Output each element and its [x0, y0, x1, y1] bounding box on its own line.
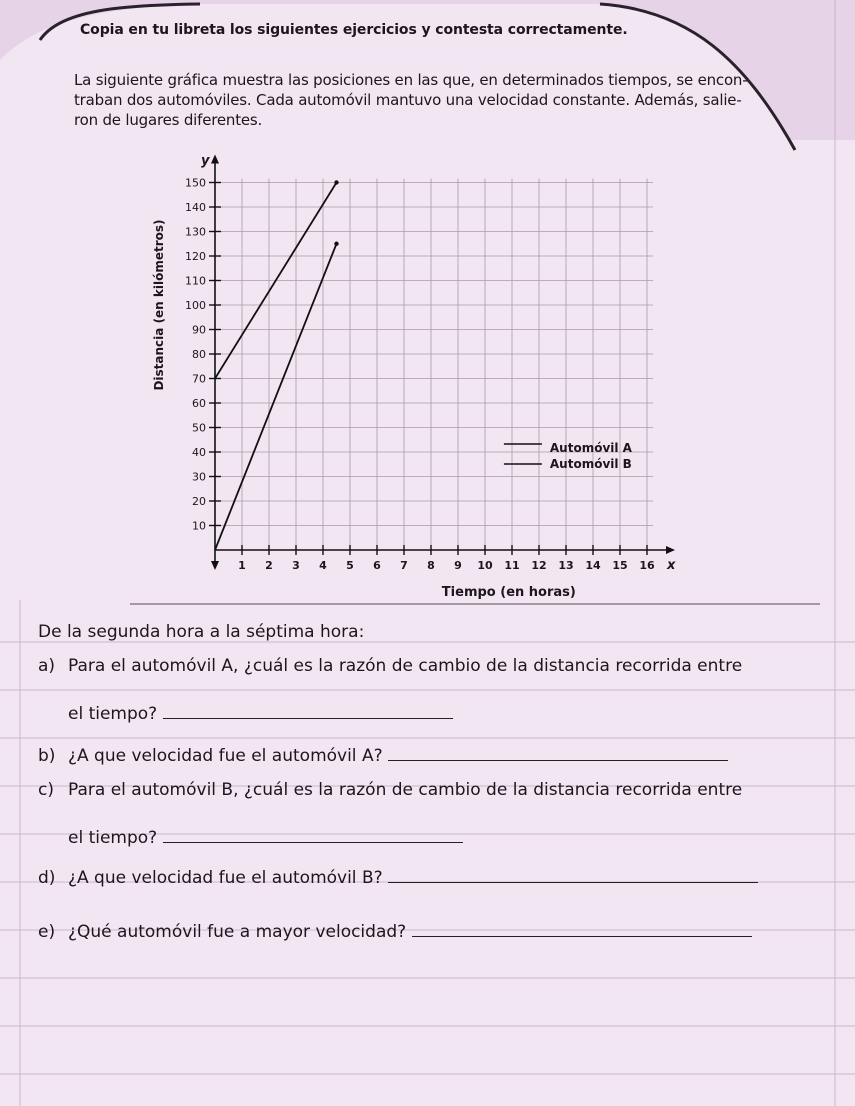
question-d-text: ¿A que velocidad fue el automóvil B? — [68, 868, 383, 888]
x-tick-label: 3 — [292, 559, 300, 572]
distance-time-chart — [140, 148, 700, 608]
question-c-continuation — [68, 828, 463, 848]
question-a-continuation-text: el tiempo? — [68, 704, 158, 724]
paragraph-line-3: ron de lugares diferentes. — [74, 111, 263, 129]
question-e-letter: e) — [38, 922, 56, 942]
y-tick-label: 30 — [192, 470, 206, 484]
question-a-letter: a) — [38, 656, 56, 676]
y-tick-label: 100 — [185, 299, 206, 312]
instruction-text: Copia en tu libreta los siguientes ejercicios y contesta correctamente. — [80, 22, 628, 38]
x-tick-label: 2 — [265, 559, 273, 572]
y-tick-label: 60 — [192, 397, 206, 410]
y-tick-label: 140 — [185, 201, 206, 214]
question-a-text: Para el automóvil A, ¿cuál es la razón de cambio de la distancia recorrida entre — [68, 656, 743, 676]
y-tick-label: 130 — [185, 225, 206, 239]
y-tick-label: 70 — [192, 372, 206, 386]
y-axis-arrow-icon — [211, 155, 219, 164]
legend-label: Automóvil A — [549, 441, 632, 455]
question-b — [38, 746, 828, 766]
y-tick-label: 80 — [192, 348, 206, 361]
answer-c-blank[interactable] — [163, 828, 463, 843]
y-tick-label: 150 — [185, 176, 206, 190]
x-tick-label: 7 — [400, 559, 408, 572]
question-a — [38, 656, 828, 676]
question-b-letter: b) — [38, 746, 56, 766]
y-tick-label: 10 — [192, 519, 206, 533]
y-tick-label: 20 — [192, 495, 206, 508]
question-c — [38, 780, 828, 800]
series-end-point — [334, 242, 338, 246]
x-tick-label: 8 — [427, 559, 435, 572]
x-tick-label: 1 — [238, 559, 246, 572]
x-tick-label: 12 — [531, 559, 547, 572]
x-axis-label: Tiempo (en horas) — [441, 585, 576, 600]
y-tick-label: 120 — [185, 250, 206, 263]
question-c-continuation-text: el tiempo? — [68, 828, 158, 848]
y-axis-down-arrow-icon — [211, 561, 219, 570]
y-tick-label: 90 — [192, 323, 206, 337]
y-axis-label: Distancia (en kilómetros) — [152, 219, 166, 391]
paragraph-line-2: traban dos automóviles. Cada automóvil mantuvo una velocidad constante. Además, salie- — [74, 91, 742, 109]
y-tick-label: 110 — [185, 274, 206, 288]
question-b-text: ¿A que velocidad fue el automóvil A? — [68, 746, 383, 766]
answer-d-blank[interactable] — [388, 868, 758, 883]
x-axis-arrow-icon — [666, 546, 675, 554]
series-line-automovil-b — [215, 244, 337, 550]
question-c-text: Para el automóvil B, ¿cuál es la razón de cambio de la distancia recorrida entre — [68, 780, 743, 800]
legend-label: Automóvil B — [549, 457, 632, 471]
y-tick-label: 40 — [192, 446, 206, 459]
x-tick-label: 11 — [504, 559, 520, 572]
answer-e-blank[interactable] — [412, 922, 752, 937]
question-e-text: ¿Qué automóvil fue a mayor velocidad? — [68, 922, 407, 942]
x-tick-label: 10 — [477, 559, 493, 572]
x-axis-letter: x — [667, 558, 676, 573]
intro-paragraph — [74, 70, 764, 130]
chart-svg — [140, 148, 700, 608]
paragraph-line-1: La siguiente gráfica muestra las posiciones en las que, en determinados tiempos, se encon- — [74, 71, 748, 89]
x-tick-label: 13 — [558, 559, 574, 572]
series-end-point — [334, 180, 338, 184]
y-tick-label: 50 — [192, 421, 206, 435]
x-tick-label: 14 — [585, 559, 601, 572]
x-tick-label: 5 — [346, 559, 354, 572]
x-tick-label: 16 — [639, 559, 655, 572]
x-tick-label: 6 — [373, 559, 381, 572]
question-a-continuation — [68, 704, 453, 724]
section-title: De la segunda hora a la séptima hora: — [38, 622, 365, 642]
question-d-letter: d) — [38, 868, 56, 888]
x-tick-label: 9 — [454, 559, 462, 572]
answer-a-blank[interactable] — [163, 704, 453, 719]
x-tick-label: 15 — [612, 559, 628, 572]
question-c-letter: c) — [38, 780, 54, 800]
y-axis-letter: y — [201, 153, 210, 169]
x-tick-label: 4 — [319, 559, 327, 572]
question-d — [38, 868, 828, 888]
question-e — [38, 922, 828, 942]
answer-b-blank[interactable] — [388, 746, 728, 761]
